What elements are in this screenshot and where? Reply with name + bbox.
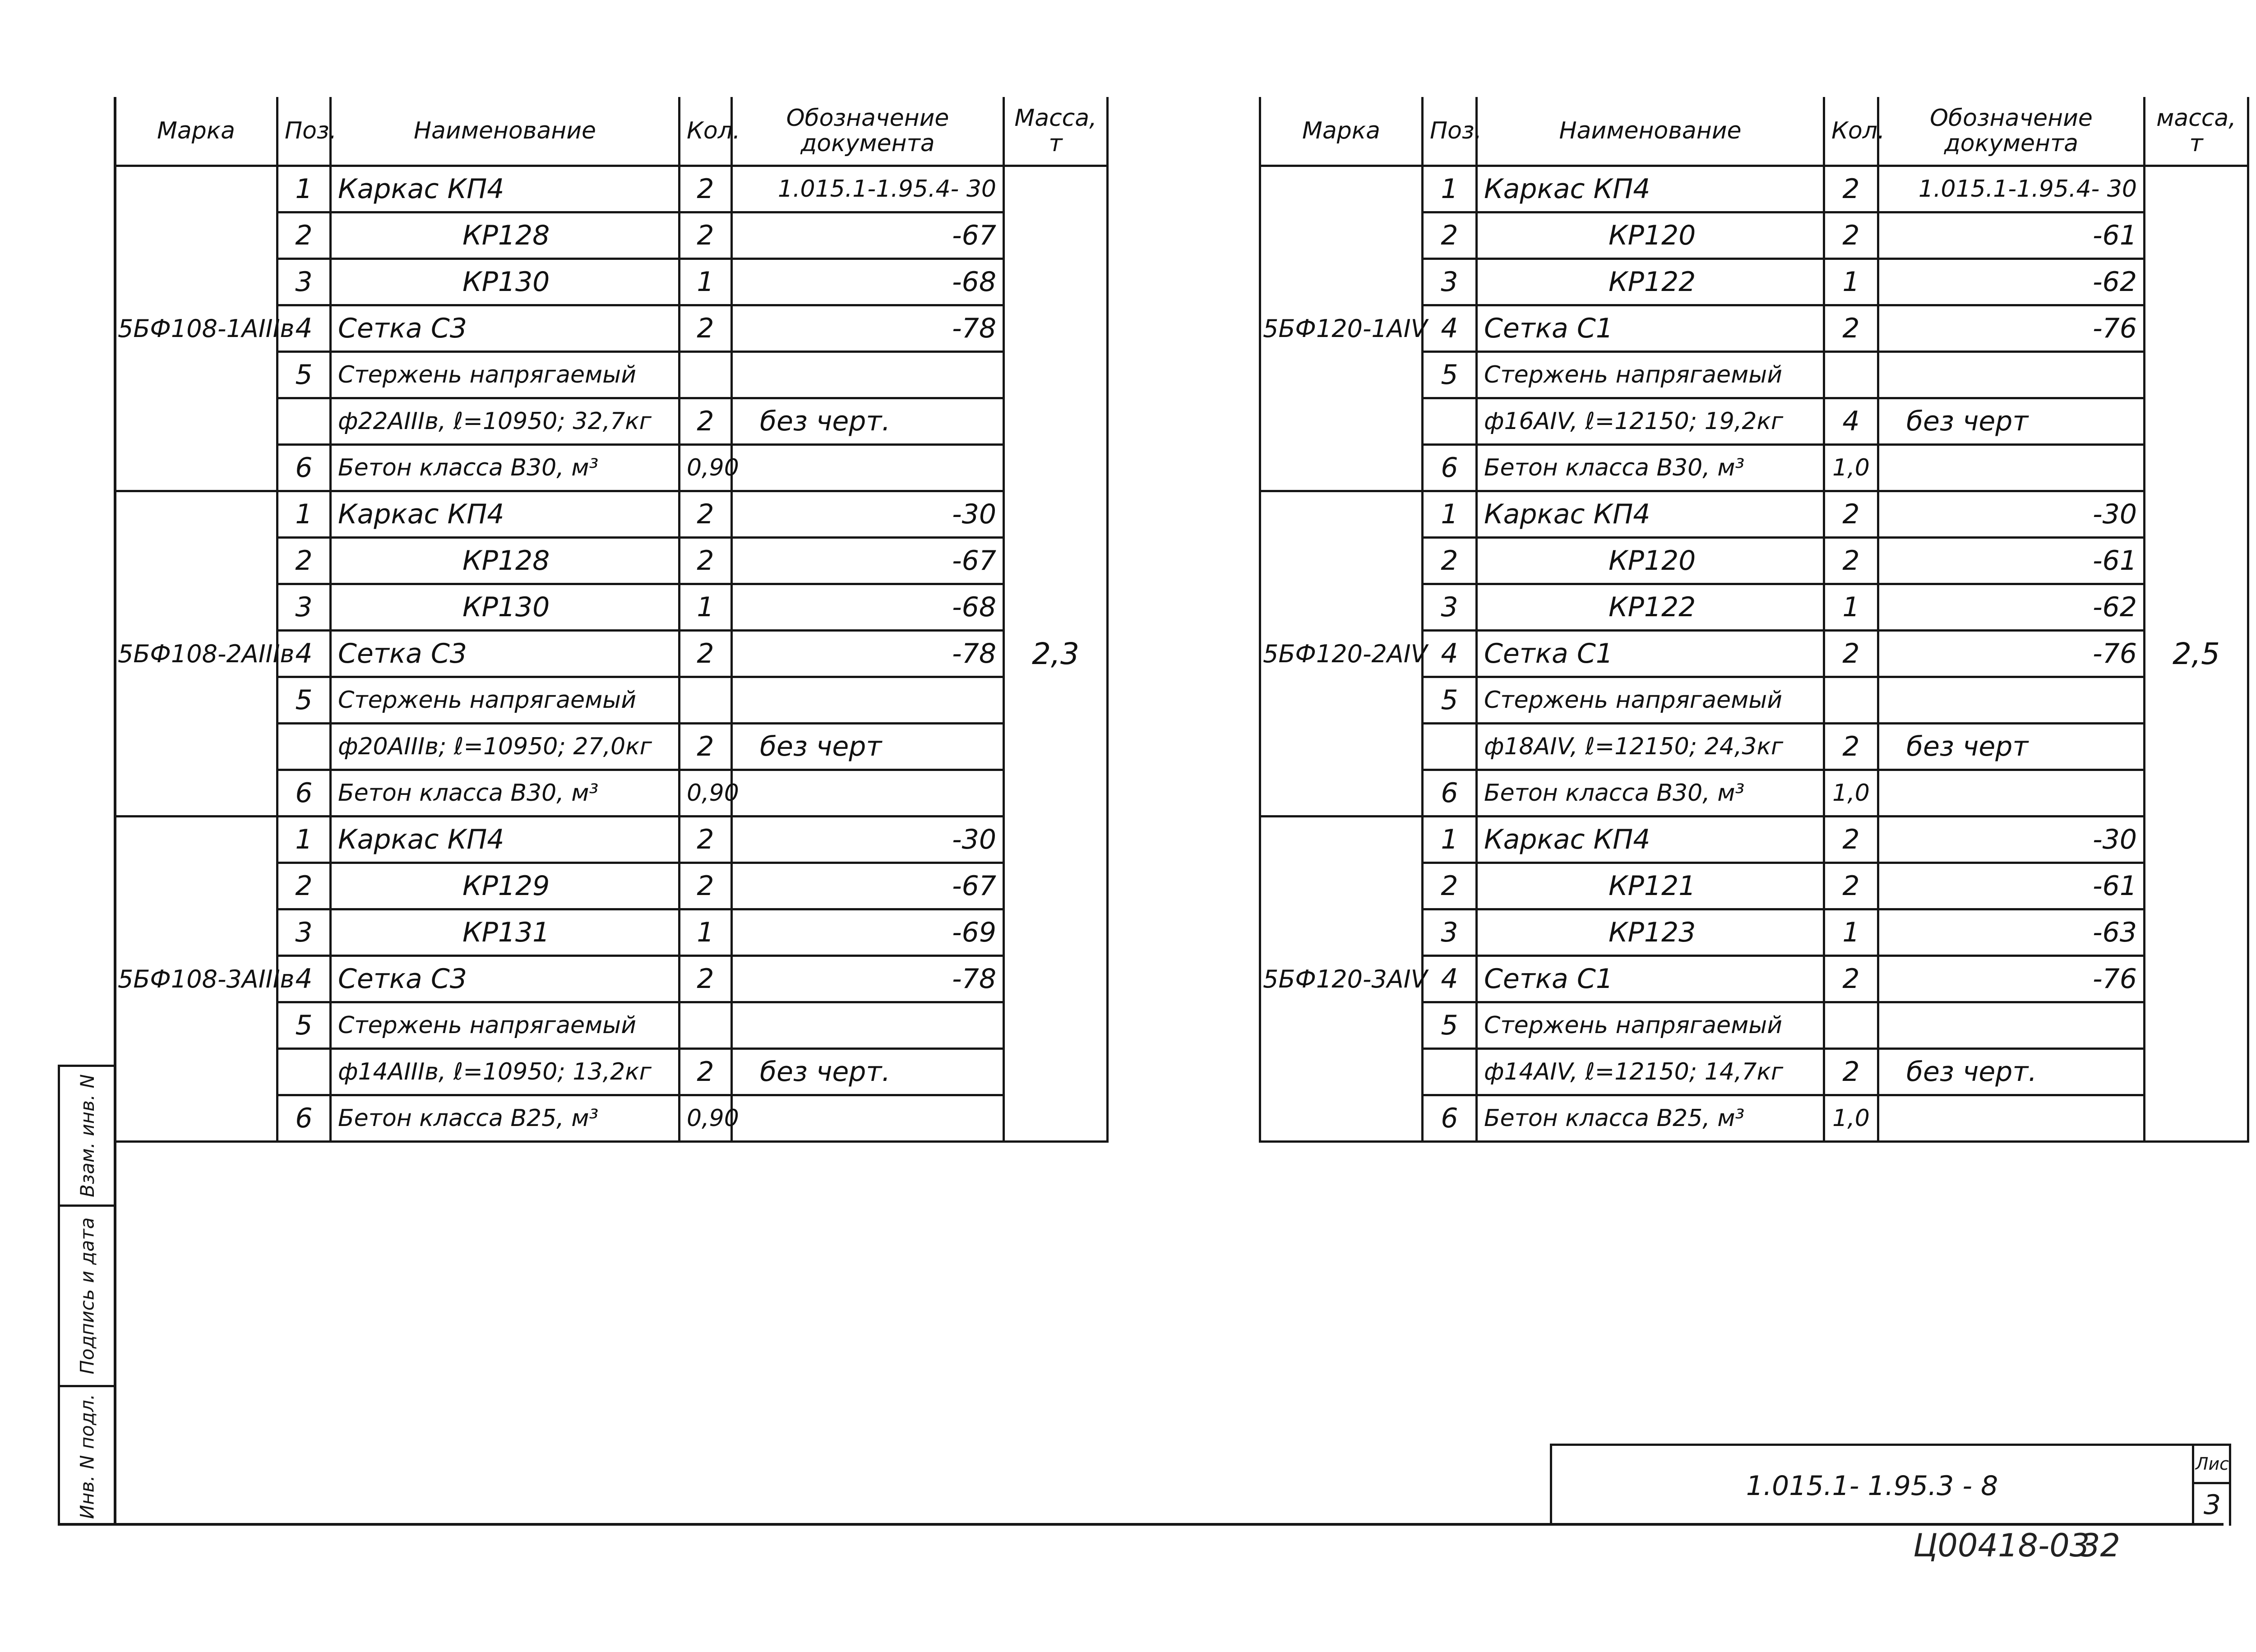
quantity-cell: 2 — [1824, 956, 1878, 1002]
document-cell: -78 — [732, 631, 1004, 677]
name-cell: Бетон класса В30, м³ — [1477, 770, 1824, 817]
document-cell — [1878, 1002, 2145, 1049]
quantity-cell: 1 — [1824, 584, 1878, 631]
document-cell: -30 — [732, 491, 1004, 538]
position-cell — [1423, 398, 1477, 445]
document-cell: -30 — [732, 817, 1004, 863]
drawing-designation: 1.015.1- 1.95.3 - 8 — [1746, 1470, 1998, 1502]
quantity-cell: 2 — [680, 212, 732, 259]
quantity-cell: 2 — [680, 538, 732, 584]
quantity-cell — [680, 677, 732, 724]
mark-cell: 5БФ108-2AIIIв — [115, 491, 277, 817]
side-cell-inv — [60, 1387, 114, 1526]
name-cell: Сетка С3 — [331, 305, 680, 352]
position-cell: 5 — [277, 352, 331, 398]
header-mark: Марка — [115, 97, 277, 166]
side-cell-podpis — [60, 1207, 114, 1387]
document-cell: -61 — [1878, 863, 2145, 909]
quantity-cell: 4 — [1824, 398, 1878, 445]
document-cell: -78 — [732, 956, 1004, 1002]
position-cell: 2 — [277, 212, 331, 259]
name-cell: Бетон класса В30, м³ — [331, 445, 680, 491]
sheet-number: 3 — [2203, 1489, 2221, 1521]
position-cell: 3 — [277, 909, 331, 956]
quantity-cell — [1824, 677, 1878, 724]
side-cell-vzam — [60, 1067, 114, 1207]
header-pos: Поз. — [1423, 97, 1477, 166]
position-cell: 6 — [1423, 445, 1477, 491]
mark-cell: 5БФ108-1AIIIв — [115, 166, 277, 491]
table-row — [115, 817, 1108, 863]
position-cell: 4 — [1423, 956, 1477, 1002]
table-row — [1260, 491, 2248, 538]
document-cell: -69 — [732, 909, 1004, 956]
name-cell: КР122 — [1477, 259, 1824, 305]
position-cell: 3 — [1423, 909, 1477, 956]
position-cell: 3 — [1423, 584, 1477, 631]
quantity-cell: 2 — [1824, 305, 1878, 352]
quantity-cell: 2 — [680, 398, 732, 445]
document-cell — [1878, 677, 2145, 724]
document-cell — [732, 352, 1004, 398]
table-row — [1260, 166, 2248, 212]
table-row — [1260, 817, 2248, 863]
name-cell: Бетон класса В30, м³ — [331, 770, 680, 817]
mass-cell: 2,3 — [1004, 166, 1108, 1142]
document-cell: без черт — [1878, 724, 2145, 770]
document-cell: без черт. — [732, 1049, 1004, 1095]
document-cell: -68 — [732, 584, 1004, 631]
quantity-cell: 0,90 — [680, 445, 732, 491]
position-cell: 3 — [277, 584, 331, 631]
mark-cell: 5БФ120-1AIV — [1260, 166, 1423, 491]
position-cell: 4 — [1423, 631, 1477, 677]
header-pos: Поз. — [277, 97, 331, 166]
document-cell: -76 — [1878, 305, 2145, 352]
quantity-cell: 2 — [1824, 538, 1878, 584]
document-cell — [732, 1002, 1004, 1049]
position-cell: 6 — [1423, 770, 1477, 817]
quantity-cell: 1 — [680, 584, 732, 631]
sheet-no-cell — [2194, 1484, 2230, 1526]
quantity-cell: 1,0 — [1824, 770, 1878, 817]
name-cell: ф14АIV, ℓ=12150; 14,7кг — [1477, 1049, 1824, 1095]
right-spec-table — [1259, 97, 2249, 1143]
name-cell: Сетка С1 — [1477, 305, 1824, 352]
quantity-cell: 2 — [680, 491, 732, 538]
quantity-cell: 2 — [680, 817, 732, 863]
name-cell: Стержень напрягаемый — [331, 677, 680, 724]
document-cell: -67 — [732, 538, 1004, 584]
position-cell: 1 — [1423, 166, 1477, 212]
document-cell: 1.015.1-1.95.4- 30 — [1878, 166, 2145, 212]
right-table-body — [1260, 166, 2248, 1142]
quantity-cell: 2 — [1824, 724, 1878, 770]
quantity-cell: 2 — [1824, 491, 1878, 538]
name-cell: Стержень напрягаемый — [331, 352, 680, 398]
name-cell: КР120 — [1477, 212, 1824, 259]
document-cell: 1.015.1-1.95.4- 30 — [732, 166, 1004, 212]
name-cell: КР123 — [1477, 909, 1824, 956]
quantity-cell: 2 — [1824, 863, 1878, 909]
position-cell: 5 — [1423, 677, 1477, 724]
quantity-cell: 1 — [1824, 259, 1878, 305]
name-cell: Сетка С3 — [331, 631, 680, 677]
quantity-cell: 1 — [680, 909, 732, 956]
name-cell: Бетон класса В30, м³ — [1477, 445, 1824, 491]
quantity-cell: 2 — [1824, 1049, 1878, 1095]
position-cell: 3 — [277, 259, 331, 305]
name-cell: КР131 — [331, 909, 680, 956]
document-cell — [732, 677, 1004, 724]
quantity-cell: 0,90 — [680, 1095, 732, 1142]
mark-cell: 5БФ120-3AIV — [1260, 817, 1423, 1142]
header-doc: Обозначение документа — [732, 97, 1004, 166]
document-cell — [1878, 1095, 2145, 1142]
name-cell: Каркас КП4 — [331, 166, 680, 212]
position-cell: 6 — [1423, 1095, 1477, 1142]
name-cell: КР121 — [1477, 863, 1824, 909]
name-cell: Каркас КП4 — [331, 817, 680, 863]
header-doc: Обозначение документа — [1878, 97, 2145, 166]
quantity-cell: 2 — [1824, 817, 1878, 863]
document-cell: -76 — [1878, 631, 2145, 677]
position-cell: 4 — [277, 305, 331, 352]
quantity-cell — [680, 1002, 732, 1049]
document-cell — [732, 1095, 1004, 1142]
name-cell: Бетон класса В25, м³ — [331, 1095, 680, 1142]
designation-cell — [1552, 1446, 2194, 1526]
quantity-cell: 2 — [680, 305, 732, 352]
name-cell: Каркас КП4 — [1477, 817, 1824, 863]
quantity-cell: 2 — [680, 631, 732, 677]
position-cell: 2 — [277, 863, 331, 909]
position-cell: 1 — [277, 491, 331, 538]
quantity-cell: 2 — [1824, 212, 1878, 259]
name-cell: Стержень напрягаемый — [1477, 677, 1824, 724]
name-cell: КР130 — [331, 584, 680, 631]
position-cell: 6 — [277, 1095, 331, 1142]
archive-number: Ц00418-03 — [1913, 1527, 2090, 1564]
header-mass: Масса, т — [1004, 97, 1108, 166]
mark-cell: 5БФ120-2AIV — [1260, 491, 1423, 817]
document-cell: -30 — [1878, 491, 2145, 538]
name-cell: КР120 — [1477, 538, 1824, 584]
quantity-cell — [1824, 1002, 1878, 1049]
position-cell: 5 — [1423, 1002, 1477, 1049]
document-cell: -61 — [1878, 538, 2145, 584]
document-cell: -67 — [732, 863, 1004, 909]
position-cell: 2 — [277, 538, 331, 584]
document-cell: без черт — [732, 724, 1004, 770]
quantity-cell: 2 — [680, 956, 732, 1002]
quantity-cell: 1,0 — [1824, 1095, 1878, 1142]
position-cell: 1 — [1423, 491, 1477, 538]
position-cell: 1 — [277, 817, 331, 863]
position-cell: 6 — [277, 445, 331, 491]
name-cell: Стержень напрягаемый — [331, 1002, 680, 1049]
document-cell: -76 — [1878, 956, 2145, 1002]
name-cell: Сетка С1 — [1477, 956, 1824, 1002]
document-cell: -68 — [732, 259, 1004, 305]
position-cell — [1423, 724, 1477, 770]
header-qty: Кол. — [1824, 97, 1878, 166]
position-cell: 4 — [277, 956, 331, 1002]
position-cell: 1 — [1423, 817, 1477, 863]
header-mass: масса, т — [2145, 97, 2248, 166]
side-stamp — [58, 1065, 116, 1526]
name-cell: КР130 — [331, 259, 680, 305]
document-cell — [732, 445, 1004, 491]
name-cell: Каркас КП4 — [1477, 491, 1824, 538]
name-cell: ф14АIIIв, ℓ=10950; 13,2кг — [331, 1049, 680, 1095]
name-cell: Сетка С3 — [331, 956, 680, 1002]
header-mark: Марка — [1260, 97, 1423, 166]
position-cell: 2 — [1423, 212, 1477, 259]
quantity-cell: 2 — [680, 724, 732, 770]
document-cell: -30 — [1878, 817, 2145, 863]
quantity-cell: 2 — [1824, 166, 1878, 212]
document-cell: -67 — [732, 212, 1004, 259]
position-cell — [277, 1049, 331, 1095]
name-cell: ф20АIIIв; ℓ=10950; 27,0кг — [331, 724, 680, 770]
document-cell: без черт. — [1878, 1049, 2145, 1095]
name-cell: Бетон класса В25, м³ — [1477, 1095, 1824, 1142]
position-cell: 3 — [1423, 259, 1477, 305]
document-cell — [1878, 352, 2145, 398]
quantity-cell: 1 — [1824, 909, 1878, 956]
position-cell: 4 — [277, 631, 331, 677]
name-cell: Стержень напрягаемый — [1477, 352, 1824, 398]
name-cell: КР128 — [331, 538, 680, 584]
quantity-cell — [1824, 352, 1878, 398]
side-label-vzam: Взам. инв. N — [76, 1074, 98, 1197]
quantity-cell: 1,0 — [1824, 445, 1878, 491]
position-cell: 5 — [277, 1002, 331, 1049]
title-block — [1550, 1444, 2231, 1526]
position-cell: 1 — [277, 166, 331, 212]
quantity-cell: 2 — [680, 863, 732, 909]
document-cell — [732, 770, 1004, 817]
document-cell — [1878, 445, 2145, 491]
name-cell: Стержень напрягаемый — [1477, 1002, 1824, 1049]
document-cell: -61 — [1878, 212, 2145, 259]
left-table-body — [115, 166, 1108, 1142]
document-cell: без черт. — [732, 398, 1004, 445]
header-name: Наименование — [331, 97, 680, 166]
name-cell: Каркас КП4 — [1477, 166, 1824, 212]
document-cell: -78 — [732, 305, 1004, 352]
name-cell: Каркас КП4 — [331, 491, 680, 538]
name-cell: КР129 — [331, 863, 680, 909]
quantity-cell: 2 — [680, 1049, 732, 1095]
document-cell: -63 — [1878, 909, 2145, 956]
document-cell: -62 — [1878, 584, 2145, 631]
table-row — [115, 491, 1108, 538]
position-cell: 2 — [1423, 538, 1477, 584]
position-cell: 6 — [277, 770, 331, 817]
mark-cell: 5БФ108-3AIIIв — [115, 817, 277, 1142]
archive-page: 32 — [2080, 1527, 2121, 1564]
position-cell: 4 — [1423, 305, 1477, 352]
name-cell: КР128 — [331, 212, 680, 259]
header-qty: Кол. — [680, 97, 732, 166]
name-cell: Сетка С1 — [1477, 631, 1824, 677]
left-spec-table — [114, 97, 1109, 1143]
name-cell: ф22АIIIв, ℓ=10950; 32,7кг — [331, 398, 680, 445]
document-cell: -62 — [1878, 259, 2145, 305]
position-cell — [277, 724, 331, 770]
quantity-cell — [680, 352, 732, 398]
position-cell: 2 — [1423, 863, 1477, 909]
header-name: Наименование — [1477, 97, 1824, 166]
name-cell: ф16АIV, ℓ=12150; 19,2кг — [1477, 398, 1824, 445]
sheet-label-cell — [2194, 1446, 2230, 1484]
mass-cell: 2,5 — [2145, 166, 2248, 1142]
position-cell: 5 — [1423, 352, 1477, 398]
table-row — [115, 166, 1108, 212]
position-cell: 5 — [277, 677, 331, 724]
position-cell — [277, 398, 331, 445]
quantity-cell: 0,90 — [680, 770, 732, 817]
name-cell: ф18АIV, ℓ=12150; 24,3кг — [1477, 724, 1824, 770]
side-label-inv: Инв. N подл. — [76, 1394, 98, 1519]
document-cell: без черт — [1878, 398, 2145, 445]
quantity-cell: 2 — [1824, 631, 1878, 677]
quantity-cell: 2 — [680, 166, 732, 212]
name-cell: КР122 — [1477, 584, 1824, 631]
document-cell — [1878, 770, 2145, 817]
position-cell — [1423, 1049, 1477, 1095]
side-label-podpis: Подпись и дата — [76, 1217, 98, 1375]
sheet-label: Лис — [2195, 1454, 2229, 1474]
quantity-cell: 1 — [680, 259, 732, 305]
